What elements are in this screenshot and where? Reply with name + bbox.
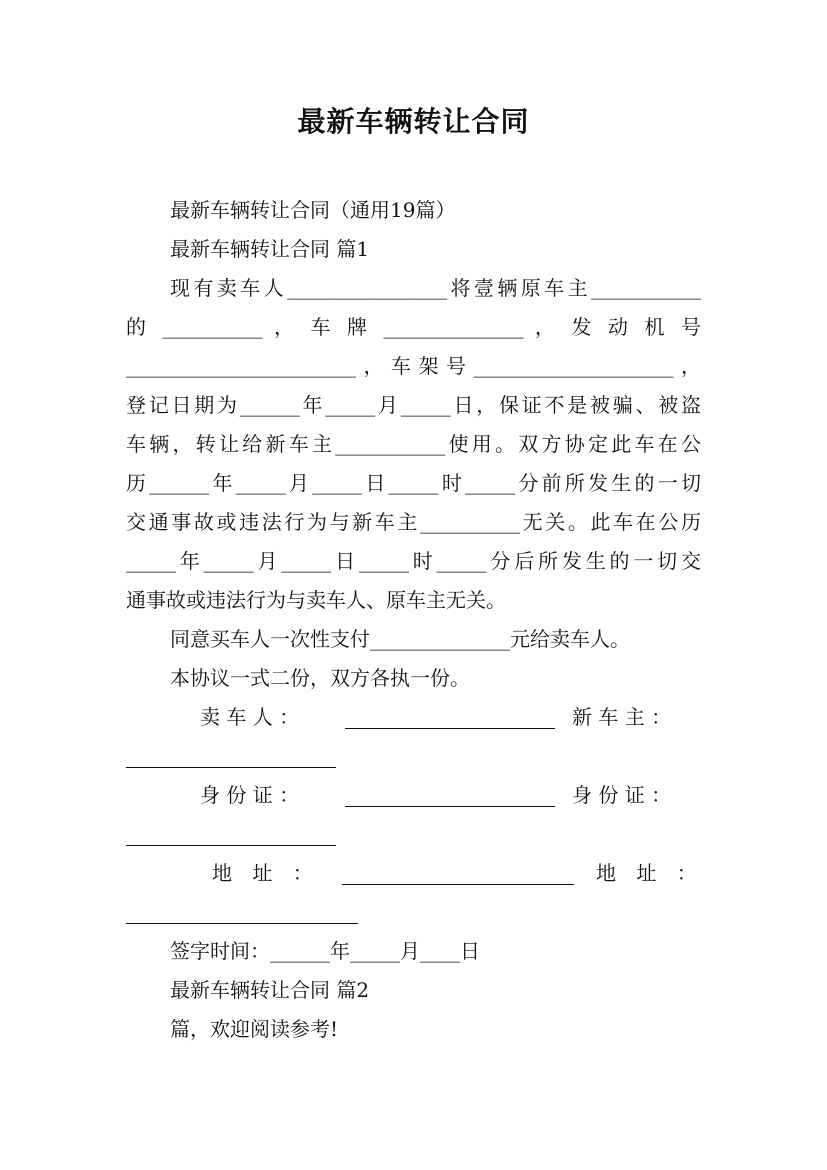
buyer-blank [126, 743, 336, 768]
paragraph-line: 交通事故或违法行为与新车主__________无关。此车在公历 [126, 510, 701, 534]
paragraph-line: 历______年_____月_____日_____时_____分前所发生的一切 [126, 471, 701, 495]
buyer-id-label: 身 份 证 ： [572, 783, 672, 807]
document-subtitle: 最新车辆转让合同（通用19篇） [170, 198, 456, 222]
paragraph-line: 现有卖车人________________将壹辆原车主___________ [170, 276, 701, 300]
section-1-heading: 最新车辆转让合同 篇1 [170, 237, 370, 261]
sign-time: 签字时间：______年_____月____日 [170, 939, 480, 963]
paragraph-line: 通事故或违法行为与卖车人、原车主无关。 [126, 588, 506, 612]
paragraph-line: 的 __________ ， 车 牌 ______________ ， 发 动 机 号 [126, 315, 701, 339]
section-2-heading: 最新车辆转让合同 篇2 [170, 978, 370, 1002]
payment-line: 同意买车人一次性支付______________元给卖车人。 [170, 627, 630, 651]
seller-id-blank [345, 782, 555, 807]
seller-address-label: 地 址 ： [212, 861, 313, 885]
buyer-address-label: 地 址 ： [596, 861, 697, 885]
seller-label: 卖 车 人 ： [200, 705, 300, 729]
paragraph-line: 车辆，转让给新车主___________使用。双方协定此车在公 [126, 432, 701, 456]
copies-line: 本协议一式二份，双方各执一份。 [170, 666, 470, 690]
paragraph-line: 登记日期为______年_____月_____日，保证不是被骗、被盗 [126, 393, 701, 417]
closing-line: 篇，欢迎阅读参考! [170, 1017, 339, 1041]
document-title: 最新车辆转让合同 [297, 105, 530, 138]
paragraph-line: _____年_____月_____日_____时_____分后所发生的一切交 [126, 549, 701, 573]
buyer-address-blank [126, 899, 358, 924]
seller-id-label: 身 份 证 ： [200, 783, 300, 807]
seller-address-blank [342, 860, 574, 885]
paragraph-line: _______________________，车架号____________________， [126, 354, 701, 378]
seller-blank [345, 704, 555, 729]
buyer-label: 新 车 主 ： [572, 705, 672, 729]
buyer-id-blank [126, 821, 336, 846]
